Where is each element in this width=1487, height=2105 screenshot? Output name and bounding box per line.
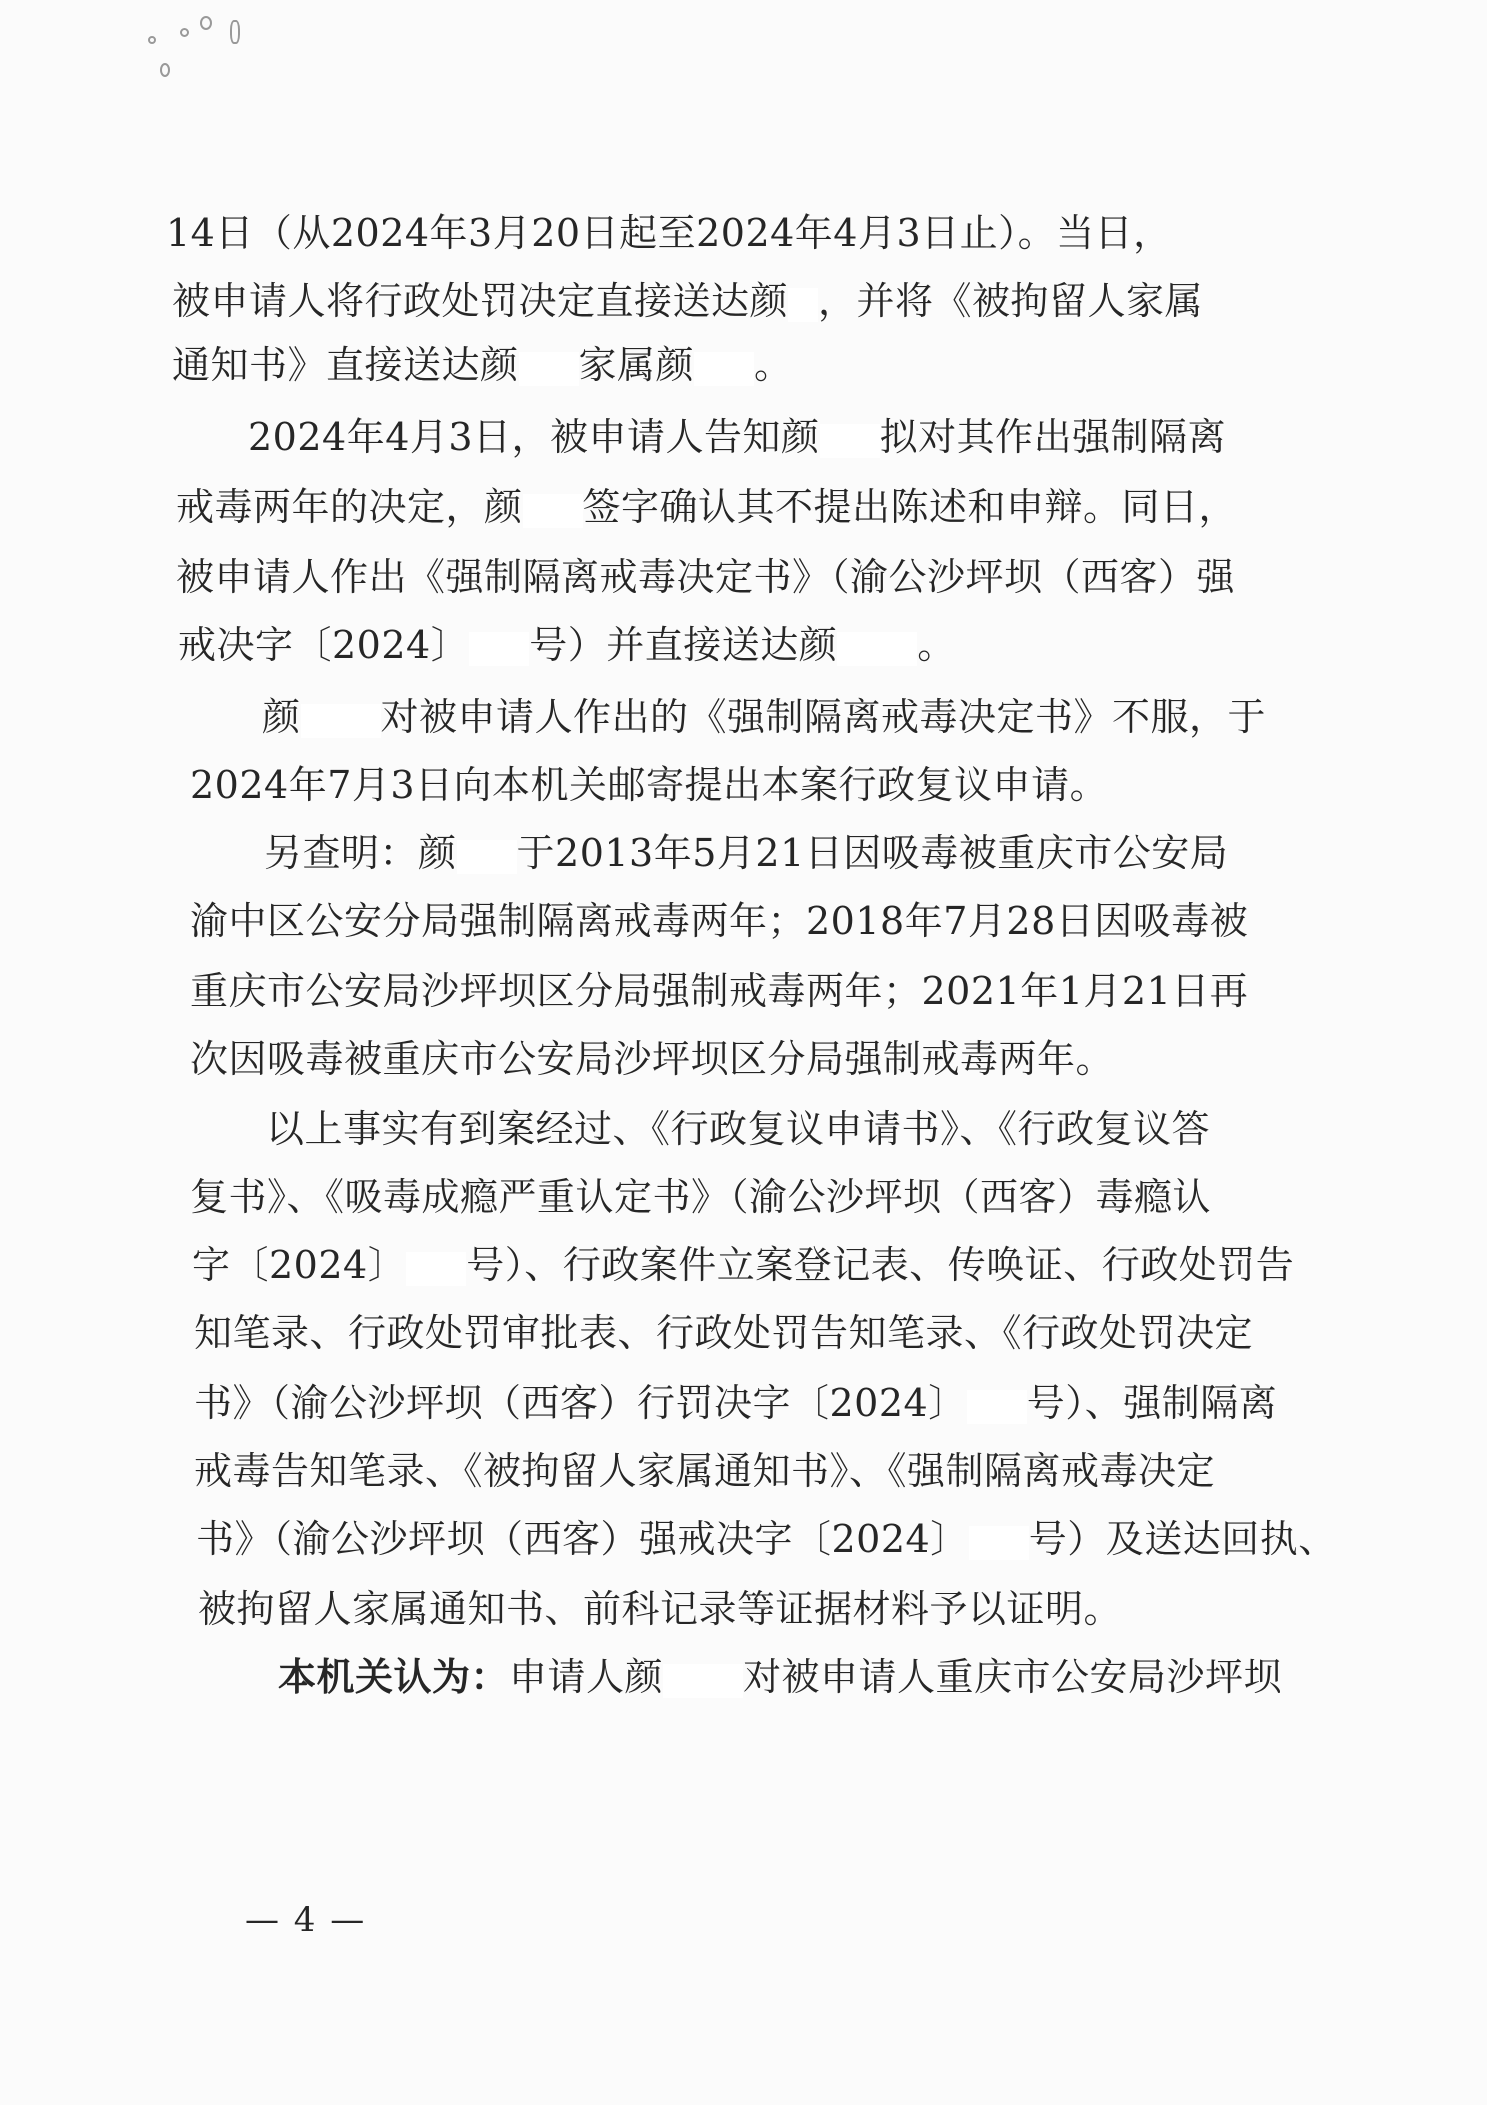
text-line: 戒决字〔2024〕 号）并直接送达颜 。 <box>178 623 956 667</box>
text-line: 通知书》直接送达颜 家属颜 。 <box>172 343 793 387</box>
redaction-mask <box>469 632 529 666</box>
text-line: 被申请人将行政处罚决定直接送达颜 ，并将《被拘留人家属 <box>172 279 1204 323</box>
text-line: 书》（渝公沙坪坝（西客）行罚决字〔2024〕 号）、强制隔离 <box>194 1381 1278 1425</box>
page-number: — 4 — <box>245 1900 367 1940</box>
text-line: 颜 对被申请人作出的《强制隔离戒毒决定书》不服，于 <box>262 695 1267 739</box>
redaction-mask <box>523 494 583 528</box>
redaction-mask <box>519 352 579 386</box>
text-line: 2024年7月3日向本机关邮寄提出本案行政复议申请。 <box>190 763 1109 807</box>
text-line: 以上事实有到案经过、《行政复议申请书》、《行政复议答 <box>266 1107 1211 1151</box>
text-line: 字〔2024〕 号）、行政案件立案登记表、传唤证、行政处罚告 <box>192 1243 1295 1287</box>
text-line: 复书》、《吸毒成瘾严重认定书》（渝公沙坪坝（西客）毒瘾认 <box>190 1175 1212 1219</box>
text-line: 次因吸毒被重庆市公安局沙坪坝区分局强制戒毒两年。 <box>190 1037 1115 1081</box>
redaction-mask <box>967 1390 1027 1424</box>
redaction-mask <box>406 1252 466 1286</box>
text-line: 14日（从2024年3月20日起至2024年4月3日止）。当日， <box>166 211 1172 255</box>
redaction-mask <box>457 840 517 874</box>
redaction-mask <box>969 1526 1029 1560</box>
text-line: 戒毒告知笔录、《被拘留人家属通知书》、《强制隔离戒毒决定 <box>194 1449 1216 1493</box>
redaction-mask <box>820 424 880 458</box>
redaction-mask <box>694 352 754 386</box>
redaction-mask <box>837 632 917 666</box>
text-line: 戒毒两年的决定，颜 签字确认其不提出陈述和申辩。同日， <box>176 485 1238 529</box>
text-line: 另查明：颜 于2013年5月21日因吸毒被重庆市公安局 <box>264 831 1229 875</box>
text-line: 渝中区公安分局强制隔离戒毒两年；2018年7月28日因吸毒被 <box>190 899 1249 943</box>
redaction-mask <box>788 288 818 322</box>
redaction-mask <box>663 1664 743 1698</box>
text-line: 2024年4月3日，被申请人告知颜 拟对其作出强制隔离 <box>248 415 1227 459</box>
conclusion-heading: 本机关认为： <box>278 1655 510 1699</box>
scan-specks <box>140 8 360 78</box>
text-line: 书》（渝公沙坪坝（西客）强戒决字〔2024〕 号）及送达回执、 <box>196 1517 1337 1561</box>
text-line: 知笔录、行政处罚审批表、行政处罚告知笔录、《行政处罚决定 <box>194 1311 1254 1355</box>
text-line: 重庆市公安局沙坪坝区分局强制戒毒两年；2021年1月21日再 <box>190 969 1249 1013</box>
redaction-mask <box>301 704 381 738</box>
text-line: 被拘留人家属通知书、前科记录等证据材料予以证明。 <box>198 1587 1123 1631</box>
text-line: 被申请人作出《强制隔离戒毒决定书》（渝公沙坪坝（西客）强 <box>176 555 1236 599</box>
text-line: 本机关认为：申请人颜 对被申请人重庆市公安局沙坪坝 <box>278 1655 1283 1699</box>
